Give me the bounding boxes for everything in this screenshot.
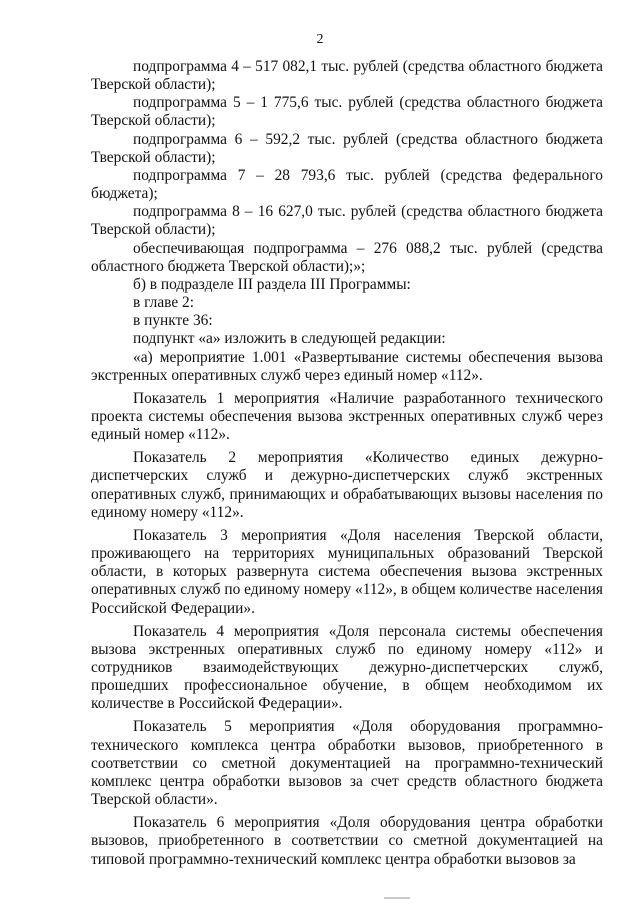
paragraph-indicator-6: Показатель 6 мероприятия «Доля оборудования центра обработки вызовов, приобретенного в соответствии со сметной документацией на типовой программно-технический комплекс центра обработки вызовов за [91,814,603,868]
paragraph-subprogram-8: подпрограмма 8 – 16 627,0 тыс. рублей (средства областного бюджета Тверской области); [91,203,603,239]
scan-mark [384,897,410,899]
paragraph-subprogram-4: подпрограмма 4 – 517 082,1 тыс. рублей (средства областного бюджета Тверской области); [91,58,603,94]
paragraph-subprogram-6: подпрограмма 6 – 592,2 тыс. рублей (средства областного бюджета Тверской области); [91,130,603,166]
paragraph-indicator-5: Показатель 5 мероприятия «Доля оборудования программно-технического комплекса центра обработки вызовов, приобретенного в соответствии со сметной документацией на программно-технический комплекс центра обработки вызовов за счет средств областного бюджета Тверской области». [91,718,603,809]
paragraph-indicator-3: Показатель 3 мероприятия «Доля населения Тверской области, проживающего на территориях муниципальных образований Тверской области, в которых развернута система обеспечения вызова экстренных оперативных служб по единому номеру «112», в общем количестве населения Российской Федерации». [91,526,603,617]
paragraph-subprogram-7: подпрограмма 7 – 28 793,6 тыс. рублей (средства федерального бюджета); [91,166,603,203]
paragraph-measure-1001: «а) мероприятие 1.001 «Развертывание системы обеспечения вызова экстренных оперативных служб через единый номер «112». [91,348,603,384]
paragraph-chapter-2: в главе 2: [133,294,194,312]
paragraph-indicator-1: Показатель 1 мероприятия «Наличие разработанного технического проекта системы обеспечения вызова экстренных оперативных служб через единый номер «112». [91,389,603,444]
paragraph-indicator-4: Показатель 4 мероприятия «Доля персонала системы обеспечения вызова экстренных оперативных служб по единому номеру «112» и сотрудников взаимодействующих дежурно-диспетчерских служб, прошедших профессиональное обучение, в общем необходимом их количестве в Российской Федерации». [91,622,603,713]
paragraph-subprogram-5: подпрограмма 5 – 1 775,6 тыс. рублей (средства областного бюджета Тверской области); [91,94,603,130]
document-body [91,58,603,869]
paragraph-item-b: б) в подразделе III раздела III Программы: [133,275,411,293]
paragraph-indicator-2: Показатель 2 мероприятия «Количество единых дежурно-диспетчерских служб и дежурно-диспетчерских служб экстренных оперативных служб, принимающих и обрабатывающих вызовы населения по единому номеру «112». [91,449,603,521]
page-number: 2 [316,32,324,47]
paragraph-clause-36: в пункте 36: [133,312,213,330]
paragraph-subclause-a-intro: подпункт «а» изложить в следующей редакции: [133,330,446,348]
paragraph-supporting-subprogram: обеспечивающая подпрограмма – 276 088,2 тыс. рублей (средства областного бюджета Тверской области);»; [91,239,603,275]
